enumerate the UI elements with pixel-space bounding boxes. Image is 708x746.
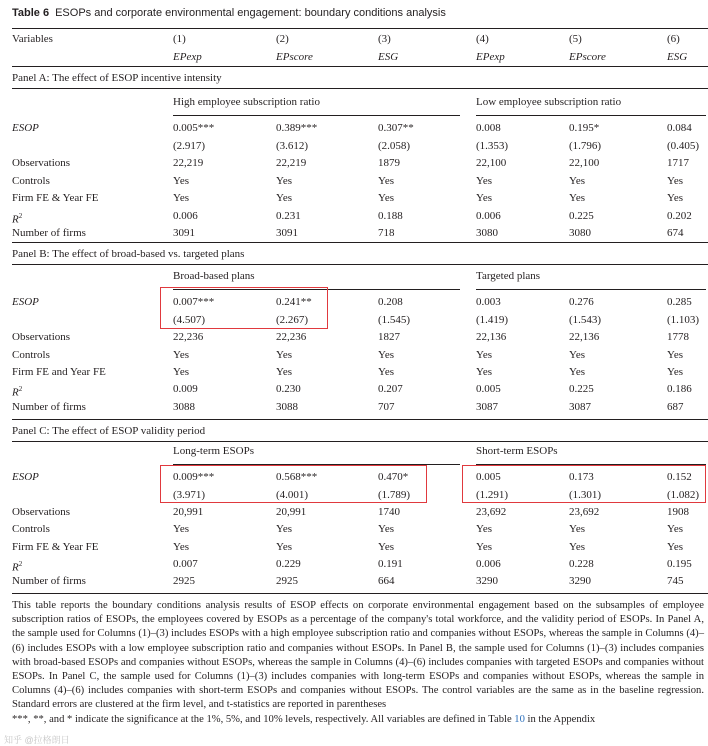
table-cell: Yes — [476, 192, 493, 204]
table-notes — [12, 599, 704, 727]
table-cell: 2925 — [173, 575, 195, 587]
table-cell: 0.225 — [569, 383, 594, 395]
table-cell: 718 — [378, 227, 395, 239]
group-header-right: Short-term ESOPs — [476, 445, 558, 457]
table-cell: 22,136 — [476, 331, 507, 343]
table-cell: 0.006 — [173, 210, 198, 222]
row-label: $R^2$ — [12, 560, 23, 574]
table-cell: Yes — [173, 523, 190, 535]
highlight-box — [160, 465, 427, 503]
table-cell: 0.005 — [476, 471, 501, 483]
table-cell: Yes — [378, 523, 395, 535]
column-dependent-var: ESG — [378, 51, 399, 63]
table-cell: 1717 — [667, 157, 689, 169]
row-label: Firm FE & Year FE — [12, 192, 99, 204]
row-label: Observations — [12, 331, 71, 343]
table-cell: 664 — [378, 575, 395, 587]
superscript: 2 — [18, 212, 23, 220]
variables-header: Variables — [12, 33, 53, 45]
row-label: Number of firms — [12, 401, 86, 413]
table-cell: Yes — [276, 175, 293, 187]
table-cell: Yes — [667, 349, 684, 361]
table-cell: 0.006 — [476, 210, 501, 222]
table-cell: Yes — [476, 366, 493, 378]
table-cell: 0.005 — [476, 383, 501, 395]
panel-title-rule — [12, 441, 708, 442]
table-cell: (1.543) — [569, 314, 602, 326]
table-cell: Yes — [569, 523, 586, 535]
notes-paragraph: This table reports the boundary conditions analysis results of ESOP effects on corporate environmental engagement based on the subsamples of employee subscription ratios of ESOPs, the employees covered by ESOPs as a percentage of the company's total workforce, and the validity period of ESOPs. In Panel A, the sample used for Columns (1)–(3) includes ESOPs with a high employee subscription ratio and companies without ESOPs, whereas the sample in Columns (4)–(6) includes ESOPs with a low employee subscription ratio and companies without ESOPs. In Panel B, the sample used for Columns (1)–(3) includes companies with broad-based ESOPs and companies without ESOPs, whereas the sample in Columns (4)–(6) includes companies with targeted ESOPs and companies without ESOPs. In Panel C, the sample used for Columns (1)–(3) includes companies with long-term ESOPs and companies without ESOPs, whereas the sample in Columns (4)–(6) includes companies with short-term ESOPs and companies without ESOPs. The control variables are the same as in the baseline regression. Standard errors are clustered at the firm level, and t-statistics are reported in parentheses — [12, 600, 704, 711]
table-cell: (2.058) — [378, 140, 411, 152]
column-number: (5) — [569, 33, 582, 45]
panel-title-rule — [12, 88, 708, 89]
superscript: 2 — [18, 385, 23, 393]
table-title: ESOPs and corporate environmental engagement: boundary conditions analysis — [55, 7, 446, 19]
panel-title-rule — [12, 264, 708, 265]
column-dependent-var: EPscore — [276, 51, 313, 63]
panel-rule — [12, 419, 708, 420]
table-cell: 22,219 — [173, 157, 204, 169]
table-cell: 1827 — [378, 331, 400, 343]
table-cell: (3.612) — [276, 140, 309, 152]
table-cell: Yes — [667, 192, 684, 204]
table-cell: (0.405) — [667, 140, 700, 152]
table-cell: Yes — [476, 175, 493, 187]
table-cell: 23,692 — [476, 506, 507, 518]
panel-rule — [12, 242, 708, 243]
table-cell: 745 — [667, 575, 684, 587]
table-cell: 0.007*** — [173, 296, 215, 308]
row-label: Observations — [12, 506, 71, 518]
table-cell: 0.195 — [667, 558, 692, 570]
row-label: Number of firms — [12, 227, 86, 239]
table-cell: 0.084 — [667, 122, 692, 134]
column-number: (1) — [173, 33, 186, 45]
panel-rule — [12, 66, 708, 67]
table-cell: 1778 — [667, 331, 689, 343]
table-cell: 2925 — [276, 575, 298, 587]
table-cell: 0.470* — [378, 471, 409, 483]
table-cell: Yes — [378, 175, 395, 187]
table-cell: (1.789) — [378, 489, 411, 501]
row-label: $R^2$ — [12, 385, 23, 399]
table-label: Table 6 — [12, 7, 50, 19]
table-cell: 0.195* — [569, 122, 600, 134]
column-dependent-var: ESG — [667, 51, 688, 63]
table-cell: 0.207 — [378, 383, 403, 395]
row-label: ESOP — [12, 471, 39, 483]
table-cell: 0.009 — [173, 383, 198, 395]
bottom-rule — [12, 593, 708, 594]
table-cell: 0.307** — [378, 122, 414, 134]
table-cell: Yes — [569, 192, 586, 204]
column-number: (2) — [276, 33, 289, 45]
table-cell: Yes — [667, 523, 684, 535]
table-cell: 3091 — [276, 227, 298, 239]
table-cell: 3290 — [569, 575, 591, 587]
table-cell: 3091 — [173, 227, 195, 239]
row-label: Controls — [12, 349, 50, 361]
superscript: 2 — [18, 560, 23, 568]
table-cell: 22,236 — [276, 331, 307, 343]
row-label: $R^2$ — [12, 212, 23, 226]
watermark: 知乎 @拉格朗日 — [4, 735, 70, 745]
table-cell: (2.917) — [173, 140, 206, 152]
column-dependent-var: EPscore — [569, 51, 606, 63]
table-cell: 0.188 — [378, 210, 403, 222]
table-cell: 0.208 — [378, 296, 403, 308]
table-cell: Yes — [569, 541, 586, 553]
row-label: Firm FE and Year FE — [12, 366, 106, 378]
table-cell: 3290 — [476, 575, 498, 587]
table-cell: 22,100 — [569, 157, 600, 169]
table-cell: 0.228 — [569, 558, 594, 570]
notes-significance — [12, 713, 704, 727]
table-cell: Yes — [667, 541, 684, 553]
table-cell: 0.276 — [569, 296, 594, 308]
table-cell: Yes — [276, 523, 293, 535]
group-header-left: High employee subscription ratio — [173, 96, 320, 108]
table-cell: (1.796) — [569, 140, 602, 152]
table-cell: 0.186 — [667, 383, 692, 395]
table-cell: Yes — [667, 175, 684, 187]
group-underline-right — [476, 289, 706, 290]
column-number: (4) — [476, 33, 489, 45]
row-label: Controls — [12, 175, 50, 187]
table-cell: 20,991 — [276, 506, 307, 518]
table-cell: 3087 — [569, 401, 591, 413]
top-rule — [12, 28, 708, 29]
table-cell: Yes — [378, 541, 395, 553]
table-cell: 3080 — [569, 227, 591, 239]
column-number: (6) — [667, 33, 680, 45]
table-cell: 0.009*** — [173, 471, 215, 483]
table-cell: Yes — [173, 349, 190, 361]
panel-title: Panel B: The effect of broad-based vs. targeted plans — [12, 248, 245, 260]
table-cell: (1.353) — [476, 140, 509, 152]
table-cell: 0.152 — [667, 471, 692, 483]
group-header-left: Broad-based plans — [173, 270, 255, 282]
table-cell: 3088 — [276, 401, 298, 413]
table-cell: (1.419) — [476, 314, 509, 326]
table-cell: 22,136 — [569, 331, 600, 343]
table-cell: Yes — [378, 192, 395, 204]
table-cell: (1.301) — [569, 489, 602, 501]
table-cell: 3080 — [476, 227, 498, 239]
table-cell: Yes — [276, 349, 293, 361]
table-cell: 0.229 — [276, 558, 301, 570]
table-cell: 0.173 — [569, 471, 594, 483]
table-cell: 0.230 — [276, 383, 301, 395]
table-cell: Yes — [276, 192, 293, 204]
table-cell: 22,100 — [476, 157, 507, 169]
group-header-right: Targeted plans — [476, 270, 541, 282]
table-cell: Yes — [476, 349, 493, 361]
table-cell: Yes — [173, 175, 190, 187]
table-cell: 687 — [667, 401, 684, 413]
table-cell: 0.225 — [569, 210, 594, 222]
panel-title: Panel A: The effect of ESOP incentive intensity — [12, 72, 222, 84]
table-cell: Yes — [378, 349, 395, 361]
table-cell: (1.082) — [667, 489, 700, 501]
table-cell: (1.291) — [476, 489, 509, 501]
row-label: Firm FE & Year FE — [12, 541, 99, 553]
row-label: ESOP — [12, 122, 39, 134]
table-cell: 1879 — [378, 157, 400, 169]
table-cell: 0.191 — [378, 558, 403, 570]
table-cell: 0.008 — [476, 122, 501, 134]
table-cell: 0.568*** — [276, 471, 318, 483]
table-cell: (1.103) — [667, 314, 700, 326]
panel-title: Panel C: The effect of ESOP validity period — [12, 425, 206, 437]
column-dependent-var: EPexp — [476, 51, 505, 63]
notes-sig-suffix: in the Appendix — [524, 713, 596, 725]
table-cell: 0.007 — [173, 558, 198, 570]
table-cell: Yes — [667, 366, 684, 378]
highlight-box — [462, 465, 706, 503]
table-cell: Yes — [569, 366, 586, 378]
table-cell: 0.003 — [476, 296, 501, 308]
table-cell: 0.285 — [667, 296, 692, 308]
group-underline-right — [476, 115, 706, 116]
table-cell: Yes — [173, 192, 190, 204]
table-caption — [12, 7, 446, 19]
table-cell: 3087 — [476, 401, 498, 413]
table-cell: 1740 — [378, 506, 400, 518]
table-cell: 22,236 — [173, 331, 204, 343]
row-label: Observations — [12, 157, 71, 169]
group-header-left: Long-term ESOPs — [173, 445, 254, 457]
table-cell: Yes — [569, 175, 586, 187]
table-cell: 0.006 — [476, 558, 501, 570]
group-underline-left — [173, 115, 460, 116]
row-label: Number of firms — [12, 575, 86, 587]
table-cell: 0.231 — [276, 210, 301, 222]
table-cell: Yes — [173, 366, 190, 378]
table-cell: (3.971) — [173, 489, 206, 501]
table-cell: Yes — [476, 523, 493, 535]
table-cell: 23,692 — [569, 506, 600, 518]
table-cell: 22,219 — [276, 157, 307, 169]
column-number: (3) — [378, 33, 391, 45]
row-label: ESOP — [12, 296, 39, 308]
table-cell: (4.001) — [276, 489, 309, 501]
table-cell: Yes — [276, 366, 293, 378]
table-cell: Yes — [476, 541, 493, 553]
table-cell: (1.545) — [378, 314, 411, 326]
table-cell: (2.267) — [276, 314, 309, 326]
column-dependent-var: EPexp — [173, 51, 202, 63]
table-cell: (4.507) — [173, 314, 206, 326]
group-header-right: Low employee subscription ratio — [476, 96, 622, 108]
row-label: Controls — [12, 523, 50, 535]
table-cell: 0.005*** — [173, 122, 215, 134]
table-cell: Yes — [569, 349, 586, 361]
table-cell: Yes — [378, 366, 395, 378]
table-cell: 0.389*** — [276, 122, 318, 134]
table-cell: 674 — [667, 227, 684, 239]
table-cell: 707 — [378, 401, 395, 413]
table-cell: 20,991 — [173, 506, 204, 518]
table-cell: Yes — [173, 541, 190, 553]
table-cell: 0.241** — [276, 296, 312, 308]
highlight-box — [160, 287, 328, 329]
table-cell: 3088 — [173, 401, 195, 413]
notes-sig-text: ***, **, and * indicate the significance at the 1%, 5%, and 10% levels, respectively. All variables are defined in Table — [12, 713, 515, 725]
appendix-table-link[interactable]: 10 — [514, 713, 525, 725]
table-cell: 1908 — [667, 506, 689, 518]
table-cell: Yes — [276, 541, 293, 553]
table-cell: 0.202 — [667, 210, 692, 222]
